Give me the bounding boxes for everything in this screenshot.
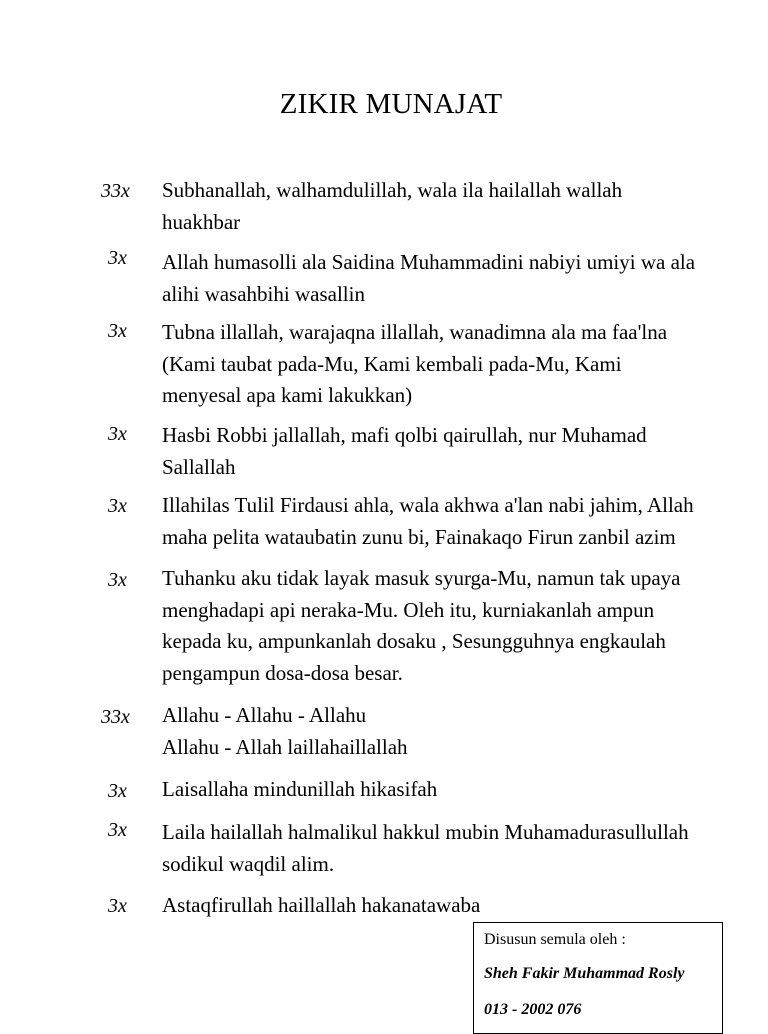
credit-phone-number: 013 - 2002 076 <box>484 1001 582 1018</box>
zikir-line: sodikul waqdil alim. <box>162 851 335 876</box>
repeat-count: 3x <box>108 819 127 841</box>
zikir-line: Allahu - Allahu - Allahu <box>162 703 367 727</box>
document-title: ZIKIR MUNAJAT <box>279 88 503 120</box>
zikir-text <box>162 420 762 483</box>
zikir-text <box>162 700 762 763</box>
zikir-line: Tuhanku aku tidak layak masuk syurga-Mu, namun tak upaya <box>162 566 681 590</box>
repeat-count: 3x <box>108 320 127 342</box>
repeat-count: 33x <box>101 706 130 728</box>
zikir-text <box>162 774 762 806</box>
zikir-line: menghadapi api neraka-Mu. Oleh itu, kurniakanlah ampun <box>162 597 655 622</box>
zikir-text <box>162 317 762 412</box>
zikir-line: Hasbi Robbi jallallah, mafi qolbi qairullah, nur Muhamad <box>162 423 647 447</box>
zikir-line: Sallallah <box>162 454 236 479</box>
zikir-line: menyesal apa kami lakukkan) <box>162 383 413 407</box>
repeat-count: 33x <box>101 180 130 202</box>
zikir-line: Laisallaha mindunillah hikasifah <box>162 777 438 801</box>
repeat-count: 3x <box>108 569 127 591</box>
credit-author-name: Sheh Fakir Muhammad Rosly <box>484 965 685 982</box>
zikir-text <box>162 247 762 310</box>
repeat-count: 3x <box>108 780 127 802</box>
repeat-count: 3x <box>108 495 127 517</box>
repeat-count: 3x <box>108 895 127 917</box>
repeat-count: 3x <box>108 247 127 269</box>
zikir-text <box>162 490 762 553</box>
zikir-line: huakhbar <box>162 209 241 234</box>
zikir-text <box>162 817 762 880</box>
credit-label: Disusun semula oleh : <box>484 931 626 948</box>
repeat-count: 3x <box>108 423 127 445</box>
zikir-line: (Kami taubat pada-Mu, Kami kembali pada-Mu, Kami <box>162 351 622 376</box>
zikir-line: Illahilas Tulil Firdausi ahla, wala akhwa a'lan nabi jahim, Allah <box>162 493 694 517</box>
zikir-text <box>162 890 762 922</box>
zikir-line: Astaqfirullah haillallah hakanatawaba <box>162 893 481 917</box>
zikir-line: alihi wasahbihi wasallin <box>162 281 365 306</box>
zikir-line: kepada ku, ampunkanlah dosaku , Sesungguhnya engkaulah <box>162 629 666 653</box>
zikir-text <box>162 563 762 689</box>
zikir-line: maha pelita wataubatin zunu bi, Fainakaqo Firun zanbil azim <box>162 524 676 549</box>
zikir-line: Laila hailallah halmalikul hakkul mubin Muhamadurasullullah <box>162 820 689 844</box>
zikir-line: Allah humasolli ala Saidina Muhammadini nabiyi umiyi wa ala <box>162 250 696 274</box>
zikir-text <box>162 175 762 238</box>
zikir-line: Subhanallah, walhamdulillah, wala ila hailallah wallah <box>162 178 623 202</box>
zikir-line: Allahu - Allah laillahaillallah <box>162 734 408 759</box>
zikir-line: pengampun dosa-dosa besar. <box>162 660 403 685</box>
zikir-line: Tubna illallah, warajaqna illallah, wanadimna ala ma faa'lna <box>162 320 668 344</box>
